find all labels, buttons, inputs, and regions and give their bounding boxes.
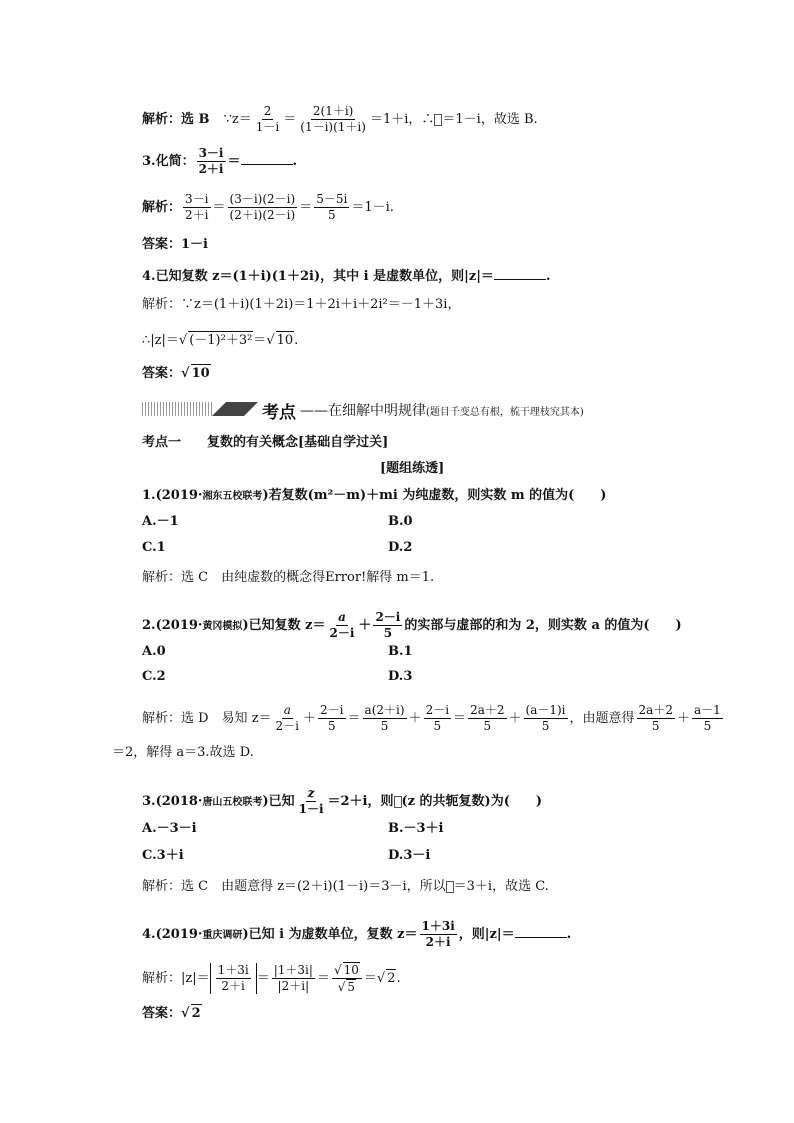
solution-line	[142, 104, 538, 135]
solution-line: ∴|z|＝√ (－1)²＋3²＝√ 10.	[142, 333, 299, 348]
fraction: $\frac{2(1+i)}{(1-i)(1+i)}$	[300, 104, 366, 134]
answer-blank	[241, 152, 293, 165]
option-d: D.2	[388, 540, 413, 555]
option-a: A.－1	[142, 514, 179, 529]
conjugate-placeholder-icon	[446, 881, 454, 893]
text: ＝	[283, 112, 297, 127]
solution-line: 解析：∵z＝(1＋i)(1＋2i)＝1＋2i＋i＋2i²＝－1＋3i，	[142, 297, 461, 312]
option-d: D.3	[388, 669, 413, 684]
text: ∵z＝	[223, 112, 252, 127]
question: 3.(2018·唐山五校联考)已知 $\frac{z}{1-i}$ ＝2＋i，则 (z 的共轭复数)为( )	[142, 786, 543, 816]
question: 3.化简： $\frac{3-i}{2+i}$ ＝ .	[142, 146, 298, 176]
fraction: $\frac{2}{1-i}$	[255, 104, 280, 134]
answer-line: 答案：1－i	[142, 237, 208, 252]
option-b: B.0	[388, 514, 413, 529]
section-heading: 考点一 复数的有关概念[基础自学过关]	[142, 435, 389, 450]
banner-subtitle: ——在细解中明规律(题目千变总有根，梳干理枝究其本)	[300, 403, 584, 419]
option-a: A.－3－i	[142, 821, 197, 836]
solution-label: 解析：选 B	[142, 112, 210, 127]
solution-line: 解析： $\frac{3-i}{2+i}$ ＝ $\frac{(3-i)(2-i)}{(2+i)(2-i)}$ ＝ $\frac{5-5i}{5}$ ＝1－i.	[142, 192, 394, 222]
solution-line: 解析：选 D 易知 z＝ $\frac{a}{2-i}$ ＋ $\frac{2-i}{5}$ ＝ $\frac{a(2+i)}{5}$ ＋ $\frac{2-i}{5}$ ＝ $\frac{2a+2}{5}$ ＋ $\frac{(a-1)i}{5}$ ，由题意得 $\frac{2a+2}{5}$ ＋ $\frac{a-1}{5}$	[142, 703, 721, 733]
option-c: C.1	[142, 540, 166, 555]
option-b: B.1	[388, 644, 413, 659]
banner-title: 考点	[262, 403, 296, 423]
option-c: C.3＋i	[142, 848, 184, 863]
answer-line: 答案：√ 2	[142, 1006, 201, 1021]
option-c: C.2	[142, 669, 166, 684]
stripes-decoration	[142, 402, 212, 416]
question: 1.(2019·湘东五校联考)若复数(m²－m)＋mi 为纯虚数，则实数 m 的值为( )	[142, 488, 607, 503]
question: 4.(2019·重庆调研)已知 i 为虚数单位，复数 z＝ $\frac{1+3i}{2+i}$ ，则|z|＝ .	[142, 919, 572, 949]
question: 4.已知复数 z＝(1＋i)(1＋2i)，其中 i 是虚数单位，则|z|＝ .	[142, 269, 551, 284]
option-d: D.3－i	[388, 848, 431, 863]
bar-decoration	[212, 402, 258, 416]
answer-blank	[515, 925, 567, 938]
answer-blank	[494, 267, 546, 280]
question: 2.(2019·黄冈模拟)已知复数 z＝ $\frac{a}{2-i}$ ＋ $\frac{2-i}{5}$ 的实部与虚部的和为 2，则实数 a 的值为( )	[142, 610, 682, 640]
section-banner	[142, 398, 662, 422]
option-a: A.0	[142, 644, 166, 659]
solution-line: 解析：|z|＝ $\frac{1+3i}{2+i}$ ＝ $\frac{|1+3i|}{|2+i|}$ ＝ $\frac{√ 10}{√ 5}$ ＝√ 2.	[142, 963, 401, 994]
solution-line: 解析：选 C 由题意得 z＝(2＋i)(1－i)＝3－i，所以 ＝3＋i，故选 C.	[142, 879, 549, 894]
conjugate-placeholder-icon	[394, 796, 402, 808]
text: ＝1－i，故选 B.	[442, 112, 538, 127]
option-b: B.－3＋i	[388, 821, 444, 836]
solution-line: 解析：选 C 由纯虚数的概念得Error!解得 m＝1.	[142, 570, 435, 585]
group-heading: [题组练透]	[380, 461, 445, 476]
answer-line: 答案：√ 10	[142, 366, 210, 381]
text: ＝1＋i，∴	[369, 112, 435, 127]
solution-line: ＝2，解得 a＝3.故选 D.	[112, 745, 254, 760]
